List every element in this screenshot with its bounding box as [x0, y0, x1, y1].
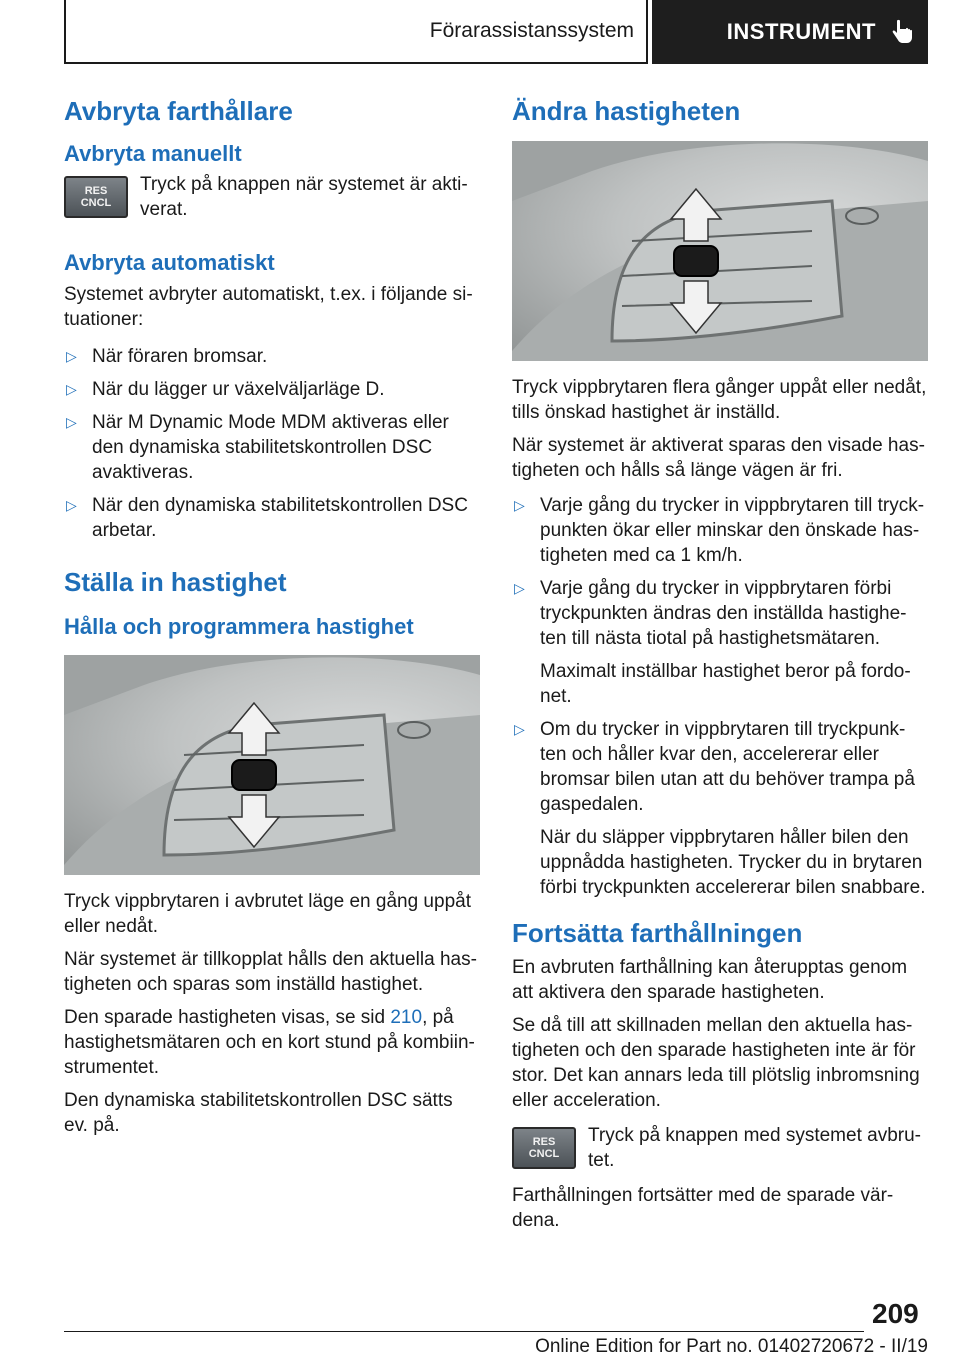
triangle-bullet-icon: ▷ [514, 580, 525, 597]
manual-cancel-text: Tryck på knappen när systemet är akti‐ verat. [140, 173, 468, 220]
heading-resume-cruise: Fortsätta farthållningen [512, 918, 803, 949]
res-cncl-button-icon: RES CNCL [64, 176, 128, 218]
para-press-repeatedly: Tryck vippbrytaren flera gånger uppåt eller nedåt, tills önskad hastighet är inställd. [512, 377, 927, 424]
steering-wheel-rocker-photo [64, 655, 480, 875]
triangle-bullet-icon: ▷ [514, 497, 525, 514]
heading-change-speed: Ändra hastigheten [512, 96, 741, 126]
page-link-210[interactable]: 210 [390, 1006, 423, 1028]
pointing-hand-icon [890, 19, 914, 45]
header-section-title: Förarassistanssystem [429, 19, 634, 42]
para-dsc-on: Den dynamiska stabilitetskontrollen DSC sätts ev. på. [64, 1089, 453, 1136]
change-speed-list [512, 493, 928, 900]
para-speed-displayed: Den sparade hastigheten visas, se sid 210, på hastighetsmätaren och en kort stund på kombiin‐ strumentet. [64, 1006, 475, 1078]
page-number: 209 [872, 1298, 919, 1329]
header-chapter-title: INSTRUMENT [726, 19, 876, 44]
list-item: ▷ Om du trycker in vippbrytaren till tryckpunk‐ ten och håller kvar den, accelererar eller bromsar bilen utan att du behöver trampa på gaspedalen. När du släpper vippbrytaren håller bilen den uppnådda hastigheten. Trycker du in brytaren förbi tryckpunkten accelererar bilen snabbare. [512, 717, 928, 900]
list-item: ▷ När föraren bromsar. [66, 345, 268, 367]
list-item: ▷ Varje gång du trycker in vippbrytaren till tryck‐ punkten ökar eller minskar den önskade has‐ tigheten med ca 1 km/h. [514, 495, 925, 567]
para-tap-rocker: Tryck vippbrytaren i avbrutet läge en gång uppåt eller nedåt. [64, 890, 471, 937]
heading-cancel-auto: Avbryta automatiskt [64, 249, 275, 275]
triangle-bullet-icon: ▷ [66, 413, 77, 430]
heading-set-speed: Ställa in hastighet [64, 566, 287, 597]
resume-key-text: Tryck på knappen med systemet avbru‐ tet. [588, 1125, 921, 1172]
list-item: ▷ När du lägger ur växelväljarläge D. [66, 378, 385, 400]
rocker-switch-illustration [64, 655, 480, 875]
manual-cancel-row [64, 172, 480, 222]
auto-intro-text: Systemet avbryter automatiskt, t.ex. i följande si‐ tuationer: [64, 283, 473, 330]
para-check-difference: Se då till att skillnaden mellan den aktuella has‐ tigheten och den sparade hastigheten inte är för stor. Det kan annars leda till plötslig inbromsning eller acceleration. [512, 1015, 920, 1112]
auto-cancel-list [64, 344, 480, 543]
list-item: ▷ När M Dynamic Mode MDM aktiveras eller den dynamiska stabilitetskontrollen DSC avaktiveras. [66, 411, 449, 483]
header-chapter-tab[interactable] [652, 0, 928, 64]
heading-hold-program: Hålla och programmera hastighet [64, 614, 414, 640]
para-speed-kept: När systemet är aktiverat sparas den visade has‐ tigheten och hålls så länge vägen är fri. [512, 435, 925, 482]
header-section-tab [64, 0, 648, 64]
note-max-speed: Maximalt inställbar hastighet beror på fordo‐ net. [540, 661, 911, 708]
para-continues: Farthållningen fortsätter med de sparade vär‐ dena. [512, 1185, 894, 1232]
left-column [64, 96, 480, 1138]
list-item: ▷ När den dynamiska stabilitetskontrollen DSC arbetar. [66, 494, 468, 541]
triangle-bullet-icon: ▷ [66, 496, 77, 513]
note-release-rocker: När du släpper vippbrytaren håller bilen den uppnådda hastigheten. Trycker du in brytaren förbi tryckpunkten accelererar bilen snabbare. [540, 827, 926, 899]
triangle-bullet-icon: ▷ [66, 347, 77, 364]
triangle-bullet-icon: ▷ [514, 721, 525, 738]
para-resume: En avbruten farthållning kan återupptas genom att aktivera den sparade hastigheten. [512, 957, 908, 1004]
resume-key-row [512, 1123, 928, 1173]
right-column [512, 96, 928, 1233]
triangle-bullet-icon: ▷ [66, 380, 77, 397]
footer-edition: Online Edition for Part no. 01402720672 - II/19 [535, 1336, 928, 1357]
rocker-switch-illustration [512, 141, 928, 361]
heading-cancel-manual: Avbryta manuellt [64, 141, 242, 167]
footer-divider [64, 1331, 864, 1332]
res-cncl-button-icon: RES CNCL [512, 1127, 576, 1169]
list-item: ▷ Varje gång du trycker in vippbrytaren förbi tryckpunkten ändras den inställda hastighe‐ ten till nästa tiotal på hastighetsmätaren. Maximalt inställbar hastighet beror på fordo‐ net. [512, 576, 928, 709]
heading-cancel-cruise: Avbryta farthållare [64, 96, 293, 126]
steering-wheel-rocker-photo-2 [512, 141, 928, 361]
para-speed-stored: När systemet är tillkopplat hålls den aktuella has‐ tigheten och sparas som inställd hastighet. [64, 948, 477, 995]
